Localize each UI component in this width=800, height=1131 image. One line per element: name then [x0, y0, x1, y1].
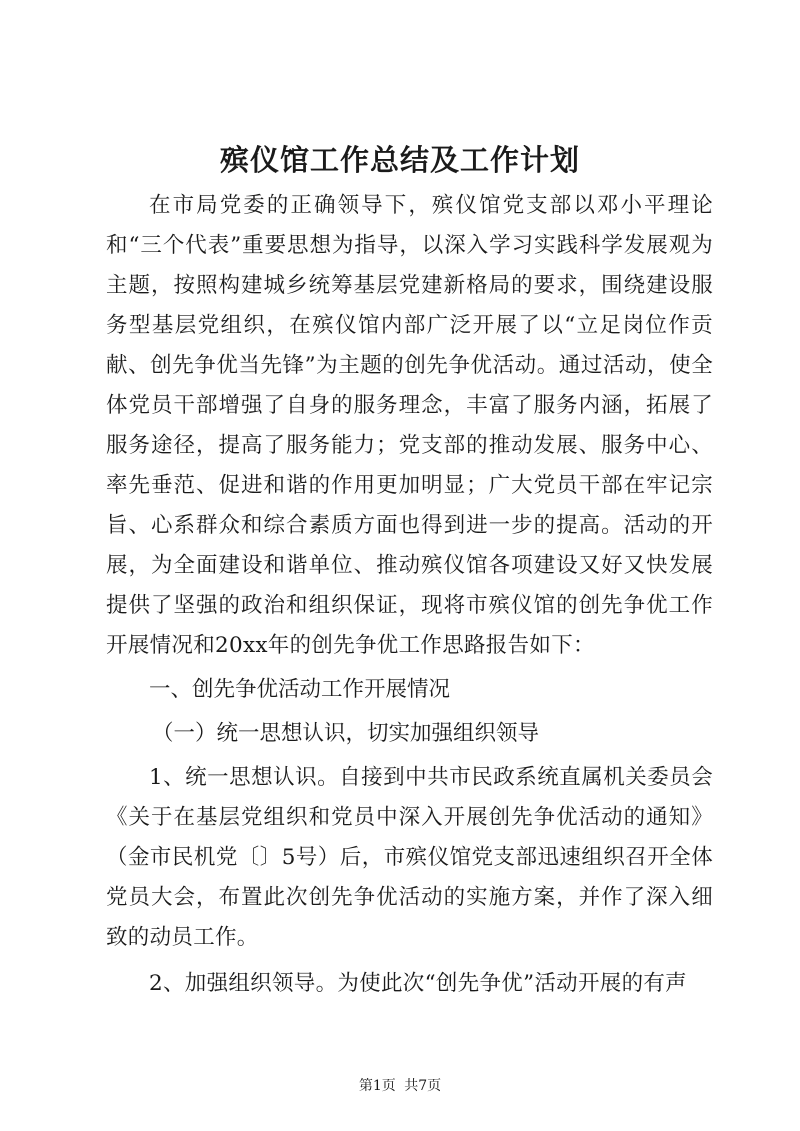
item-paragraph-2: 2、加强组织领导。为使此次“创先争优”活动开展的有声	[149, 971, 687, 996]
sub-section-heading: （一）统一思想认识，切实加强组织领导	[152, 721, 540, 746]
item-paragraph-1: 1、统一思想认识。自接到中共市民政系统直属机关委员会《关于在基层党组织和党员中深入开展创先争优活动的通知》（金市民机党〔〕5号）后，市殡仪馆党支部迅速组织召开全体党员大会，布置此次创先争优活动的实施方案，并作了深入细致的动员工作。	[106, 765, 713, 950]
document-body	[106, 186, 713, 1004]
page-footer	[0, 1076, 800, 1096]
document-title: 殡仪馆工作总结及工作计划	[219, 143, 580, 177]
intro-paragraph: 在市局党委的正确领导下，殡仪馆党支部以邓小平理论和“三个代表”重要思想为指导，以深入学习实践科学发展观为主题，按照构建城乡统筹基层党建新格局的要求，围绕建设服务型基层党组织，在殡仪馆内部广泛开展了以“立足岗位作贡献、创先争优当先锋”为主题的创先争优活动。通过活动，使全体党员干部增强了自身的服务理念，丰富了服务内涵，拓展了服务途径，提高了服务能力；党支部的推动发展、服务中心、率先垂范、促进和谐的作用更加明显；广大党员干部在牢记宗旨、心系群众和综合素质方面也得到进一步的提高。活动的开展，为全面建设和谐单位、推动殡仪馆各项建设又好又快发展提供了坚强的政治和组织保证，现将市殡仪馆的创先争优工作开展情况和20xx年的创先争优工作思路报告如下：	[106, 193, 713, 658]
section-heading: 一、创先争优活动工作开展情况	[149, 677, 451, 702]
page-total: 共7页	[404, 1078, 442, 1094]
page-number: 第1页	[358, 1078, 396, 1094]
